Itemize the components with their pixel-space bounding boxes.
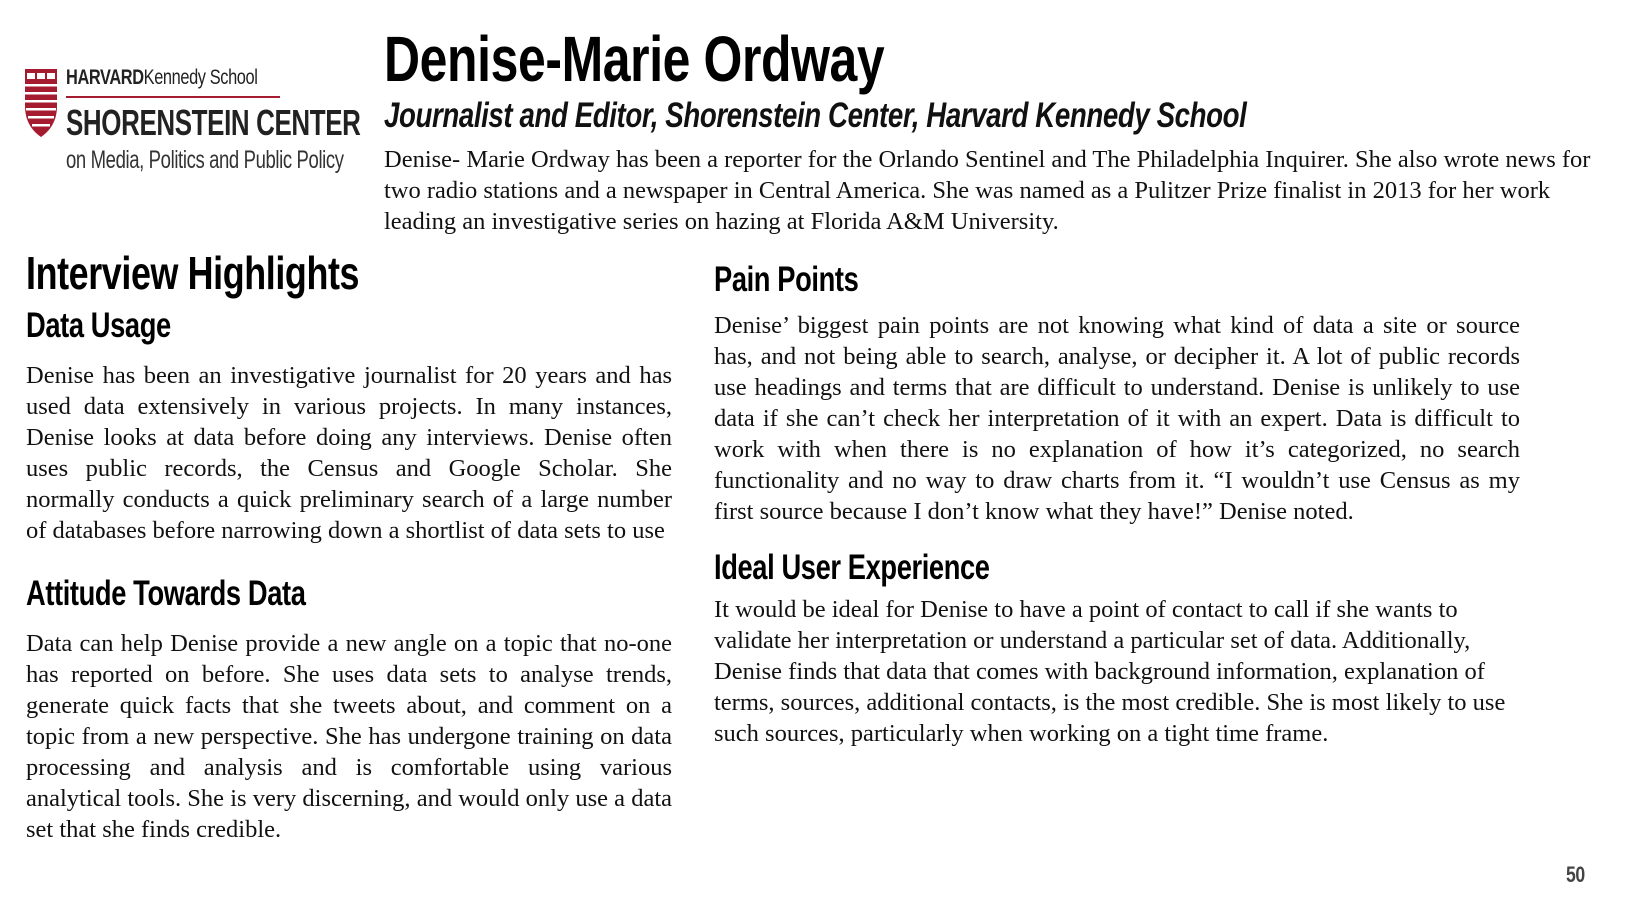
logo-harvard-kennedy [66,66,258,90]
interview-highlights-title: Interview Highlights [26,247,360,299]
logo-divider [66,96,280,98]
logo-harvard: HARVARD [66,66,144,89]
person-bio: Denise- Marie Ordway has been a reporter for the Orlando Sentinel and The Philadelphia Inquirer. She also wrote news for two radio stations and a newspaper in Central America. She was named as a Pulitzer Prize finalist in 2013 for her work leading an investigative series on hazing at Florida A&M University. [384,146,1591,235]
shorenstein-logo [24,66,364,186]
pain-points-text: Denise’ biggest pain points are not knowing what kind of data a site or source has, and not being able to search, analyse, or decipher it. A lot of public records use headings and terms that are difficult to understand. Denise is unlikely to use data if she can’t check her interpretation of it with an expert. Data is difficult to work with when there is no explanation of how it’s categorized, no search functionality and no way to draw charts from it. “I wouldn’t use Census as my first source because I don’t know what they have!” Denise noted. [714,312,1520,525]
ideal-ux-heading: Ideal User Experience [714,548,990,587]
person-name: Denise-Marie Ordway [384,23,885,95]
page-number: 50 [1566,862,1585,887]
data-usage-text: Denise has been an investigative journalist for 20 years and has used data extensively in various projects. In many instances, Denise looks at data before doing any interviews. Denise often uses public records, the Census and Google Scholar. She normally conducts a quick preliminary search of a large number of databases before narrowing down a shortlist of data sets to use [26,362,672,544]
attitude-text: Data can help Denise provide a new angle on a topic that no-one has reported on before. She uses data sets to analyse trends, generate quick facts that she tweets about, and comment on a topic from a new perspective. She has undergone training on data processing and analysis and is comfortable using various analytical tools. She is very discerning, and would only use a data set that she finds credible. [26,630,672,843]
attitude-heading: Attitude Towards Data [26,574,306,613]
logo-kennedy-school: Kennedy School [143,66,258,89]
person-role: Journalist and Editor, Shorenstein Center, Harvard Kennedy School [384,96,1247,135]
pain-points-heading: Pain Points [714,260,859,299]
logo-subtitle: on Media, Politics and Public Policy [66,146,344,174]
ideal-ux-text: It would be ideal for Denise to have a point of contact to call if she wants to validate her interpretation or understand a particular set of data. Additionally, Denise finds that data that comes with background information, explanation of terms, sources, additional contacts, is the most credible. She is most likely to use such sources, particularly when working on a tight time frame. [714,596,1506,747]
data-usage-heading: Data Usage [26,306,171,345]
logo-center-name: SHORENSTEIN CENTER [66,102,361,143]
harvard-shield-icon [24,68,58,138]
